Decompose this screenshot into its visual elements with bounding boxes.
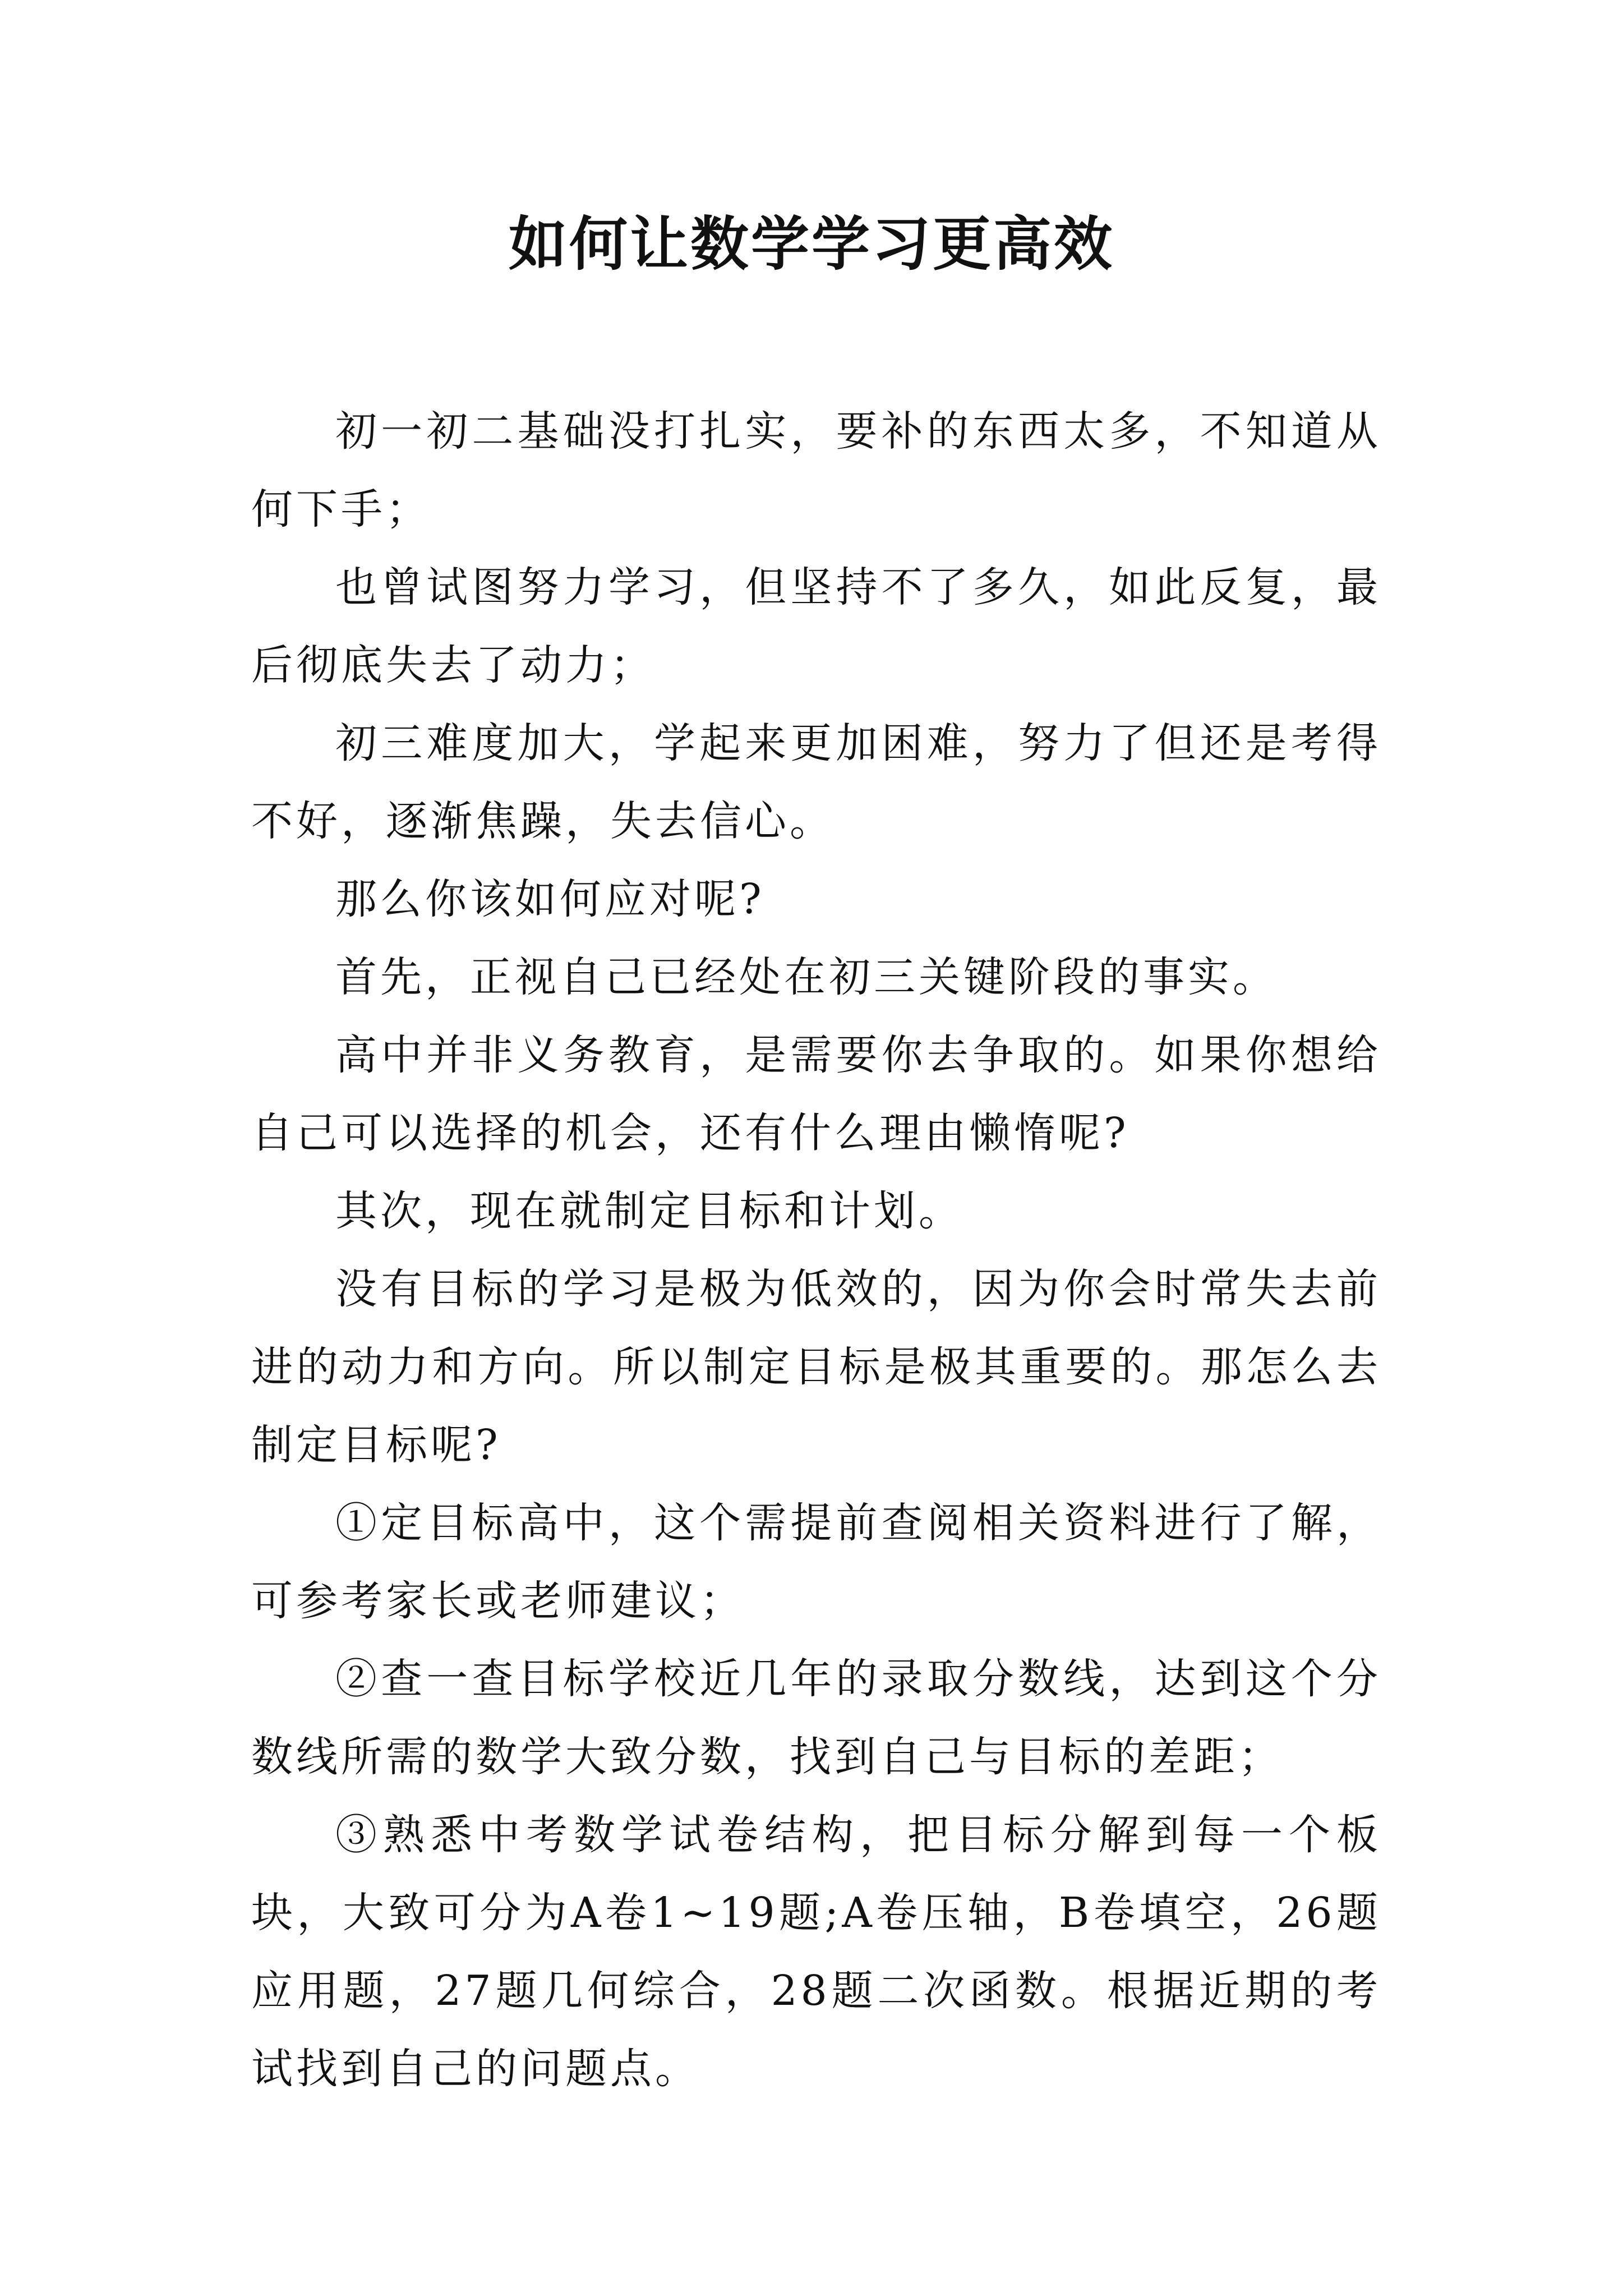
paragraph-lost-motivation: 也曾试图努力学习，但坚持不了多久，如此反复，最后彻底失去了动力； [251, 563, 1381, 689]
paragraph-grade-nine-difficulty: 初三难度加大，学起来更加困难，努力了但还是考得不好，逐渐焦躁，失去信心。 [251, 719, 1381, 845]
list-item-exam-structure: ③熟悉中考数学试卷结构，把目标分解到每一个板块，大致可分为A卷1~19题;A卷压轴，B卷填空，26题应用题，27题几何综合，28题二次函数。根据近期的考试找到自己的问题点。 [251, 1811, 1381, 2093]
paragraph-goal-importance: 没有目标的学习是极为低效的，因为你会时常失去前进的动力和方向。所以制定目标是极其重要的。那怎么去制定目标呢? [251, 1265, 1381, 1469]
paragraph-second-step: 其次，现在就制定目标和计划。 [335, 1187, 963, 1235]
list-item-score-line: ②查一查目标学校近几年的录取分数线，达到这个分数线所需的数学大致分数，找到自己与目标的差距； [251, 1655, 1381, 1781]
document-title: 如何让数学学习更高效 [508, 210, 1114, 278]
paragraph-first-step: 首先，正视自己已经处在初三关键阶段的事实。 [335, 953, 1278, 1001]
paragraph-weak-foundation: 初一初二基础没打扎实，要补的东西太多，不知道从何下手； [251, 407, 1381, 533]
paragraph-how-to-respond: 那么你该如何应对呢? [335, 875, 765, 923]
list-item-goal-school: ①定目标高中，这个需提前查阅相关资料进行了解，可参考家长或老师建议； [251, 1499, 1381, 1625]
paragraph-high-school-opportunity: 高中并非义务教育，是需要你去争取的。如果你想给自己可以选择的机会，还有什么理由懒惰呢? [251, 1031, 1381, 1157]
document-body [251, 393, 1381, 2108]
